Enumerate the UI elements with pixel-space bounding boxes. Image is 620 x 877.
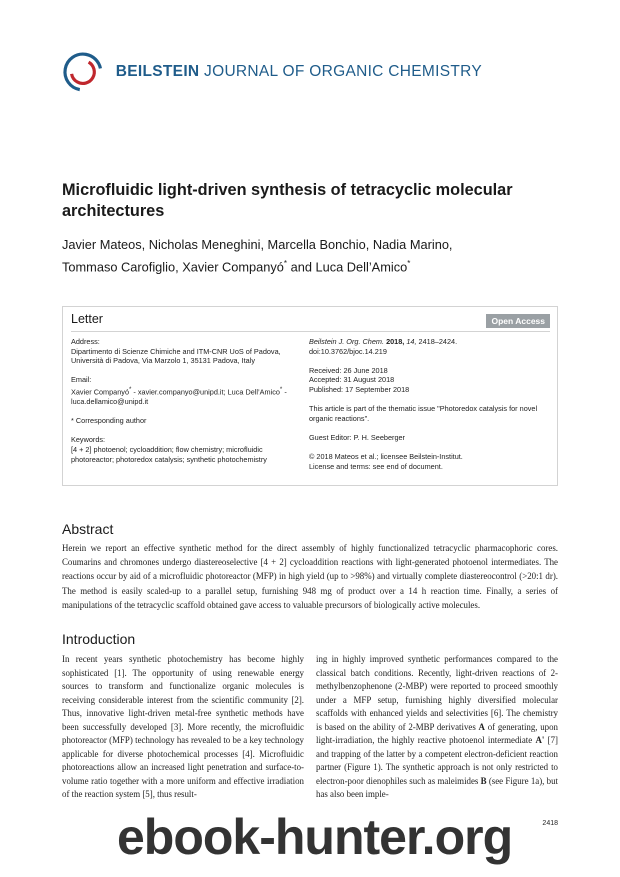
article-type: Letter <box>71 312 103 326</box>
address-line: Università di Padova, Via Marzolo 1, 35131 Padova, Italy <box>71 356 256 366</box>
abstract-text: Herein we report an effective synthetic method for the direct assembly of highly functionalized tetracyclic pharmacophoric cores. Coumarins and chromones undergo diastereoselective [4 + 2] cycloaddition reactions with light-generated photoenol intermediates. The reactions occur by aid of a microfluidic photoreactor (MFP) in high yield (up to >98%) and virtually complete diastereocontrol (>20:1 dr). The method is easily scaled-up to a parallel setup, furnishing 948 mg of product over a 14 h reaction time. Finally, a series of manipulations of the tetracyclic scaffold obtained gave access to valuable precursors of biologically active molecules. <box>62 543 558 610</box>
citation-block <box>309 337 553 356</box>
journal-name-bold: BEILSTEIN <box>115 63 200 80</box>
keywords-label: Keywords: <box>71 435 106 445</box>
email-segment: Xavier Companyó <box>71 387 129 397</box>
received-date: Received: 26 June 2018 <box>309 365 388 375</box>
citation-line <box>309 337 553 347</box>
journal-logo-icon <box>62 51 104 93</box>
intro-column-left <box>62 653 304 802</box>
intro-paragraph: In recent years synthetic photochemistry has become highly sophisticated [1]. The opportunity of using renewable energy sources to transform and functionalize organic molecules is receiving considerable interest from the scientific community [2]. Thus, innovative light-driven metal-free synthetic methods have been successfully developed [3]. More recently, the microfluidic photoreactor (MFP) technology has revealed to be a key technology applicable for diverse photochemical processes [4]. Microfluidic photoreactions allow an increased light penetration and surface-to-volume ratio together with a more uniform and effective irradiation of the reaction system [5], thus result- <box>62 654 304 799</box>
intro-text: (see Figure 1a), but has also been imple- <box>316 775 558 799</box>
thematic-block <box>309 404 553 423</box>
corresponding-block <box>71 416 297 426</box>
abstract-heading: Abstract <box>62 521 114 537</box>
accepted-date: Accepted: 31 August 2018 <box>309 375 395 385</box>
citation-pages: 2418–2424. <box>418 337 458 346</box>
corresponding-star: * <box>129 385 132 393</box>
email-label: Email: <box>71 375 92 385</box>
keywords-line: photoreactor; photoredox catalysis; synthetic photochemistry <box>71 454 267 464</box>
license-terms: License and terms: see end of document. <box>309 461 443 471</box>
compound-label: B <box>480 775 487 786</box>
license-block <box>309 452 553 471</box>
email-segment: - <box>282 387 287 397</box>
published-date: Published: 17 September 2018 <box>309 384 410 394</box>
corresponding-star: * <box>283 259 288 268</box>
journal-name-rest: JOURNAL OF ORGANIC CHEMISTRY <box>204 63 482 80</box>
email-line[interactable]: luca.dellamico@unipd.it <box>71 396 149 406</box>
article-info-box <box>62 306 558 486</box>
introduction-heading: Introduction <box>62 631 136 647</box>
authors-line-1: Javier Mateos, Nicholas Meneghini, Marcella Bonchio, Nadia Marino, <box>62 237 453 252</box>
article-title: Microfluidic light-driven synthesis of tetracyclic molecular architectures <box>62 181 513 220</box>
editor-block <box>309 433 553 443</box>
address-label: Address: <box>71 337 100 346</box>
page-number: 2418 <box>542 820 558 827</box>
address-block <box>71 337 297 366</box>
author-list <box>62 235 562 276</box>
address-line: Dipartimento di Scienze Chimiche and ITM-CNR UoS of Padova, <box>71 346 281 356</box>
info-divider <box>71 331 550 332</box>
intro-text: of generating, upon light-irradiation, the highly reactive photoenol intermediate <box>316 721 558 745</box>
intro-column-right <box>316 653 558 802</box>
journal-header <box>62 50 482 94</box>
authors-line-2 <box>62 254 562 276</box>
dates-block <box>309 366 553 395</box>
email-block <box>71 375 297 406</box>
email-segment: - xavier.companyo@unipd.it; Luca Dell’Amico <box>131 387 280 397</box>
keywords-block <box>71 435 297 464</box>
compound-label: A <box>478 721 485 732</box>
open-access-badge[interactable]: Open Access <box>486 314 550 328</box>
copyright: © 2018 Mateos et al.; licensee Beilstein-Institut. <box>309 452 463 462</box>
info-left-column <box>71 337 297 474</box>
authors-segment: Tommaso Carofiglio, Xavier Companyó <box>62 259 284 275</box>
doi-link[interactable]: doi:10.3762/bjoc.14.219 <box>309 346 387 356</box>
citation-journal: Beilstein J. Org. Chem. <box>309 337 385 346</box>
keywords-line: [4 + 2] photoenol; cycloaddition; flow chemistry; microfluidic <box>71 444 263 454</box>
email-line[interactable] <box>71 385 297 397</box>
citation-year: 2018, <box>386 337 405 346</box>
guest-editor: Guest Editor: P. H. Seeberger <box>309 432 405 442</box>
intro-text: ing in highly improved synthetic performances compared to the classical batch conditions. Recently, light-driven reactions of 2-methylbenzophenone (2-MBP) were reported to proceed smoothly under a MFP setup, furnishing highly diversified molecular scaffolds with enhanced yields and selectivities [6]. The chemistry is based on the ability of 2-MBP derivatives <box>316 654 558 732</box>
corresponding-note: * Corresponding author <box>71 416 147 426</box>
compound-label: A' <box>535 735 545 745</box>
authors-segment: and Luca Dell’Amico <box>287 259 408 275</box>
thematic-line: This article is part of the thematic issue "Photoredox catalysis for novel <box>309 404 538 414</box>
corresponding-star: * <box>279 385 283 393</box>
corresponding-star: * <box>407 259 411 268</box>
intro-text: [7] and trapping of the latter by a competent electron-deficient reaction partner (Figure 1). The synthetic approach is not only restricted to electron-poor dienophiles such as maleimides <box>316 735 558 786</box>
thematic-line: organic reactions". <box>309 413 370 423</box>
journal-name <box>116 63 482 81</box>
watermark: ebook-hunter.org <box>117 809 513 865</box>
citation-volume: 14, <box>406 337 417 346</box>
intro-paragraph <box>316 653 558 802</box>
info-right-column <box>309 337 553 481</box>
